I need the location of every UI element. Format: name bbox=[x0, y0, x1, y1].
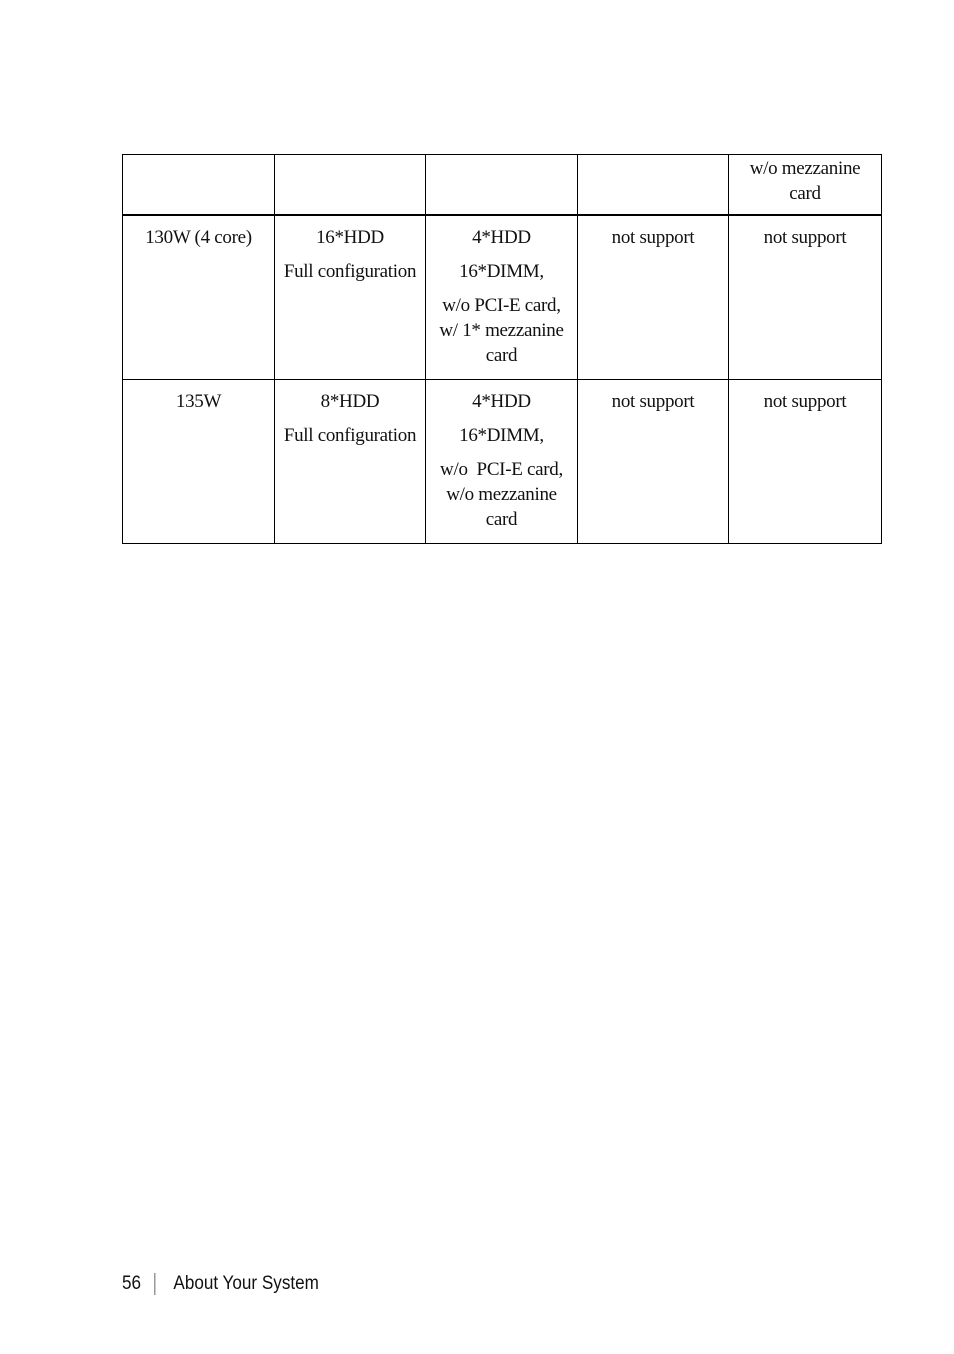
configuration-table bbox=[122, 154, 882, 544]
section-title: About Your System bbox=[173, 1273, 319, 1294]
tdp-cell bbox=[123, 215, 275, 380]
table-cell bbox=[275, 155, 426, 216]
cell-text: not support bbox=[763, 391, 847, 412]
cell-text: 135W bbox=[175, 391, 222, 412]
page-number: 56 bbox=[122, 1273, 142, 1294]
cell-text: 16*DIMM, bbox=[459, 261, 544, 282]
cell-text: w/o mezzanine card bbox=[749, 158, 861, 204]
cell-text: 130W (4 core) bbox=[145, 227, 252, 248]
table-cell bbox=[426, 155, 578, 216]
cell-text: not support bbox=[763, 227, 847, 248]
cell-text: not support bbox=[611, 227, 695, 248]
cell-text: not support bbox=[611, 391, 695, 412]
table-cell bbox=[578, 155, 729, 216]
table-continuation-row bbox=[123, 155, 882, 216]
table-cell bbox=[275, 215, 426, 380]
tdp-cell bbox=[123, 380, 275, 544]
cell-text: Full configuration bbox=[283, 261, 417, 282]
cell-text: w/o PCI-E card, w/o mezzanine card bbox=[440, 459, 568, 530]
cell-text: w/o PCI-E card, w/ 1* mezzanine card bbox=[439, 295, 564, 366]
footer-divider bbox=[155, 1273, 156, 1295]
cell-text: Full configuration bbox=[283, 425, 417, 446]
table-cell bbox=[729, 215, 882, 380]
cell-text: 4*HDD bbox=[472, 391, 531, 412]
cell-text: 8*HDD bbox=[320, 391, 380, 412]
cell-text: 4*HDD bbox=[472, 227, 531, 248]
cell-text: 16*HDD bbox=[316, 227, 384, 248]
table-cell bbox=[729, 380, 882, 544]
table-cell bbox=[729, 155, 882, 216]
page-footer bbox=[122, 1271, 319, 1297]
table-cell bbox=[578, 380, 729, 544]
table-cell bbox=[123, 155, 275, 216]
table-cell bbox=[426, 380, 578, 544]
table-row bbox=[123, 215, 882, 380]
cell-text: 16*DIMM, bbox=[459, 425, 544, 446]
table-cell bbox=[426, 215, 578, 380]
table-cell bbox=[275, 380, 426, 544]
table-cell bbox=[578, 215, 729, 380]
table-row bbox=[123, 380, 882, 544]
